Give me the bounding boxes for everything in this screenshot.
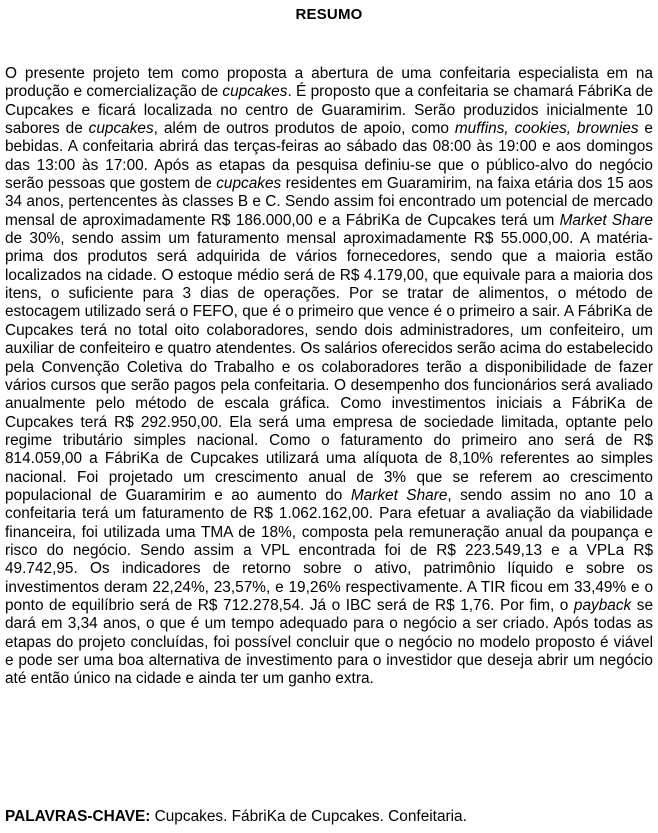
abstract-italic-term: cupcakes xyxy=(88,120,154,138)
abstract-paragraph xyxy=(5,65,653,689)
abstract-italic-term: Market Share xyxy=(559,211,653,229)
abstract-italic-term: Market Share xyxy=(350,486,448,504)
keywords-text: Cupcakes. FábriKa de Cupcakes. Confeitaria. xyxy=(150,808,467,825)
abstract-text-run: residentes em Guaramirim, na faixa etária dos 15 aos 34 anos, pertencentes às classes B e C. Sendo assim foi encontrado um potencial de mercado mensal de aproximadamente R$ 186.000,00 e a FábriKa de Cupcakes terá um xyxy=(5,175,653,229)
abstract-italic-term: cupcakes xyxy=(216,175,282,193)
page-title: RESUMO xyxy=(295,6,363,23)
abstract-italic-term: payback xyxy=(573,596,632,614)
abstract-text-run: . É proposto que a confeitaria se chamará FábriKa de Cupcakes e ficará localizada no centro de Guaramirim. Serão produzidos inicialmente 10 sabores de xyxy=(5,83,654,138)
abstract-italic-term: cupcakes xyxy=(222,83,288,101)
abstract-text-run: e bebidas. A confeitaria abrirá das terças-feiras ao sábado das 08:00 às 19:00 e aos domingos das 13:00 às 17:00. Após as etapas da pesquisa definiu-se que o público-alvo do negócio serão pessoas que gostem de xyxy=(5,120,653,193)
abstract-text-run: se dará em 3,34 anos, o que é um tempo adequado para o negócio a ser criado. Após todas as etapas do projeto concluídas, foi possível concluir que o negócio no modelo proposto é viável e pode ser uma boa alternativa de investimento para o investidor que deseja abrir um negócio até então único na cidade e ainda ter um ganho extra. xyxy=(5,596,654,688)
abstract-text-run: , além de outros produtos de apoio, como xyxy=(153,120,455,138)
abstract-text-run: O presente projeto tem como proposta a abertura de uma confeitaria especialista em na produção e comercialização de xyxy=(5,65,653,101)
abstract-italic-term: muffins, cookies, brownies xyxy=(454,120,639,138)
abstract-text-run: , sendo assim no ano 10 a confeitaria terá um faturamento de R$ 1.062.162,00. Para efetuar a avaliação da viabilidade financeira, foi utilizada uma TMA de 18%, composta pela remuneração anual da poupança e risco do negócio. Sendo assim a VPL encontrada foi de R$ 223.549,13 e a VPLa R$ 49.742,95. Os indicadores de retorno sobre o ativo, patrimônio líquido e sobre os investimentos deram 22,24%, 23,57%, e 19,26% respectivamente. A TIR ficou em 33,49% e o ponto de equilíbrio será de R$ 712.278,54. Já o IBC será de R$ 1,76. Por fim, o xyxy=(5,486,653,614)
abstract-text-run: de 30%, sendo assim um faturamento mensal aproximadamente R$ 55.000,00. A matéria-prima dos produtos será adquirida de vários fornecedores, sendo que a maioria estão localizados na cidade. O estoque médio será de R$ 4.179,00, que equivale para a maioria dos itens, o suficiente para 3 dias de operações. Por se tratar de alimentos, o método de estocagem utilizado será o FEFO, que é o primeiro que vence é o primeiro a sair. A FábriKa de Cupcakes terá no total oito colaboradores, sendo dois administradores, um confeiteiro, um auxiliar de confeiteiro e quatro atendentes. Os salários oferecidos serão acima do estabelecido pela Convenção Coletiva do Trabalho e os colaboradores terão a disponibilidade de fazer vários cursos que serão pagos pela confeitaria. O desempenho dos funcionários será avaliado anualmente pelo método de escala gráfica. Como investimentos iniciais a FábriKa de Cupcakes terá R$ 292.950,00. Ela será uma empresa de sociedade limitada, optante pelo regime tributário simples nacional. Como o faturamento do primeiro ano será de R$ 814.059,00 a FábriKa de Cupcakes utilizará uma alíquota de 8,10% referentes ao simples nacional. Foi projetado um crescimento anual de 3% que se referem ao crescimento populacional de Guaramirim e ao aumento do xyxy=(5,230,653,504)
keywords-line xyxy=(5,808,653,826)
keywords-label: PALAVRAS-CHAVE: xyxy=(5,808,151,825)
